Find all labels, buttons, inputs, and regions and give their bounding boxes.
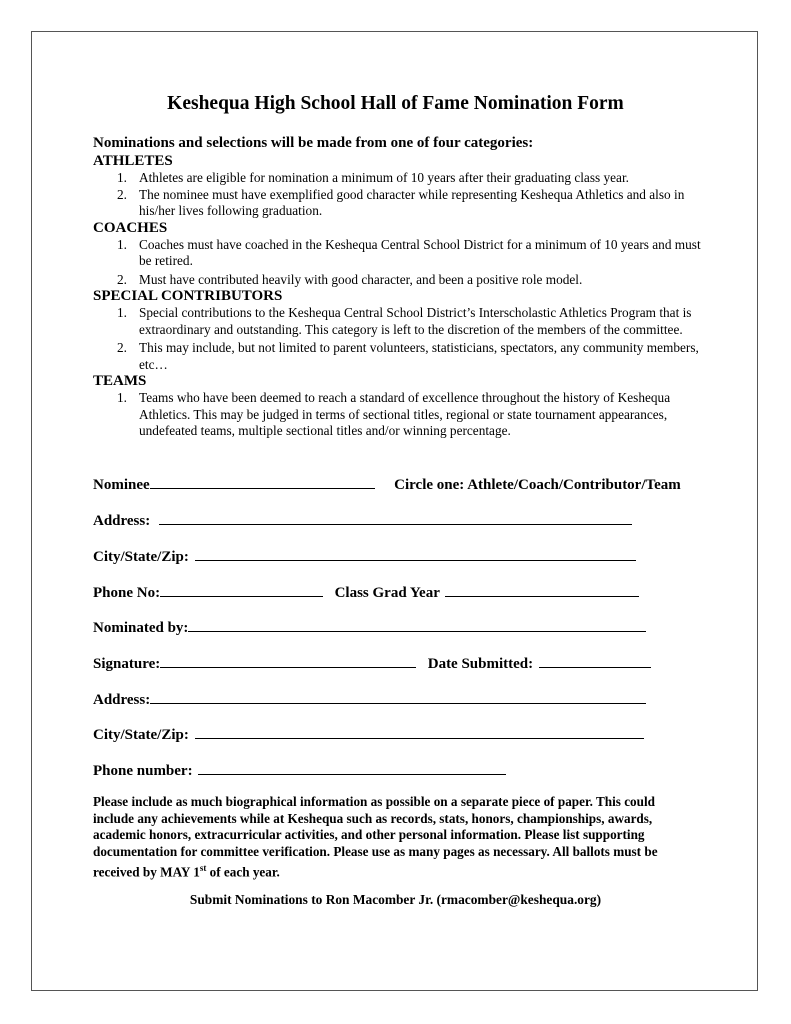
city-row-nominee [93, 546, 636, 566]
nominated-by-row [93, 617, 646, 637]
nominee-field[interactable] [150, 474, 375, 489]
address-label: Address: [93, 513, 151, 529]
coaches-list [93, 237, 713, 289]
categories-section [93, 134, 713, 440]
list-item: 2. The nominee must have exemplified good character while representing Keshequa Athletics and also in his/her lives following graduation. [117, 186, 685, 218]
note-superscript: st [199, 863, 207, 874]
category-heading-athletes: ATHLETES [93, 153, 173, 169]
biographical-note [93, 794, 693, 881]
intro-text: Nominations and selections will be made from one of four categories: [93, 135, 534, 151]
list-item: 2. Must have contributed heavily with good character, and been a positive role model. [117, 271, 583, 287]
city-state-zip-label: City/State/Zip: [93, 727, 189, 743]
special-contributors-list [93, 305, 713, 373]
phone-field[interactable] [160, 582, 323, 597]
address-field[interactable] [150, 689, 646, 704]
note-tail: of each year. [206, 864, 280, 880]
list-item: 1. Athletes are eligible for nomination a minimum of 10 years after their graduating class year. [117, 170, 629, 185]
list-item: 1. Special contributions to the Keshequa Central School District’s Interscholastic Athletics Program that is extraordinary and outstanding. This category is left to the discretion of the members of the committee. [117, 305, 692, 337]
circle-one-label: Circle one: Athlete/Coach/Contributor/Team [394, 477, 681, 493]
date-submitted-label: Date Submitted: [427, 656, 534, 672]
address-row-nominator [93, 689, 646, 709]
athletes-list [93, 170, 713, 220]
address-field[interactable] [159, 510, 632, 525]
note-text: Please include as much biographical information as possible on a separate piece of paper. This could include any achievements while at Keshequa such as records, stats, honors, championships, awards, academic honors, extracurricular activities, and other personal information. Please list supporting documentation for committee verification. Please use as many pages as necessary. All ballots must be received by MAY 1 [93, 794, 658, 880]
city-state-zip-field[interactable] [195, 724, 644, 739]
nominated-by-label: Nominated by: [93, 620, 189, 636]
phone-label: Phone No: [93, 585, 161, 601]
city-row-nominator [93, 724, 644, 744]
signature-field[interactable] [160, 653, 416, 668]
nominee-row [93, 474, 681, 494]
list-item: 1. Teams who have been deemed to reach a standard of excellence throughout the history of Keshequa Athletics. This may be judged in terms of sectional titles, regional or state tournament appearances, undefeated teams, multiple sectional titles and/or winning percentage. [117, 390, 671, 438]
phone-number-field[interactable] [198, 760, 506, 775]
city-state-zip-field[interactable] [195, 546, 636, 561]
category-heading-special-contributors: SPECIAL CONTRIBUTORS [93, 288, 283, 304]
city-state-zip-label: City/State/Zip: [93, 549, 189, 565]
phone-number-row [93, 760, 506, 780]
nominee-label: Nominee [93, 477, 150, 493]
date-submitted-field[interactable] [539, 653, 651, 668]
address-label: Address: [93, 692, 151, 708]
list-item: 2. This may include, but not limited to parent volunteers, statisticians, spectators, any community members, etc… [117, 340, 699, 372]
submit-instructions: Submit Nominations to Ron Macomber Jr. (rmacomber@keshequa.org) [189, 892, 602, 907]
phone-number-label: Phone number: [93, 763, 193, 779]
class-grad-year-field[interactable] [445, 582, 639, 597]
address-row-nominee [93, 510, 632, 530]
category-heading-coaches: COACHES [93, 219, 168, 236]
signature-label: Signature: [93, 656, 161, 672]
phone-row [93, 582, 639, 602]
page-title: Keshequa High School Hall of Fame Nomination Form [167, 93, 624, 114]
signature-row [93, 653, 651, 673]
category-heading-teams: TEAMS [93, 373, 147, 389]
teams-list [93, 390, 713, 440]
nominated-by-field[interactable] [188, 617, 646, 632]
class-grad-year-label: Class Grad Year [334, 585, 440, 601]
list-item: 1. Coaches must have coached in the Keshequa Central School District for a minimum of 10 years and must be retired. [117, 236, 701, 268]
